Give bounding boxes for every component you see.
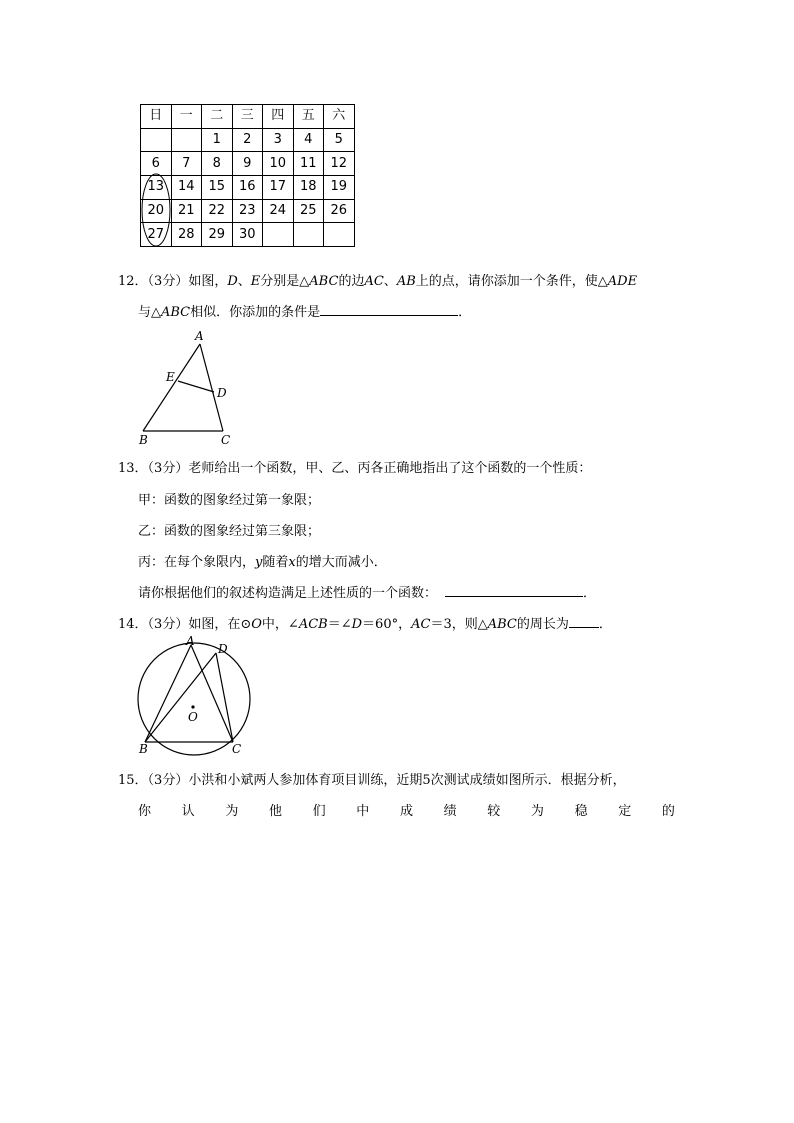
q13-ask	[138, 582, 596, 601]
q14-var: O	[251, 617, 262, 632]
q13-text: 老师给出一个函数，甲、乙、丙各正确地指出了这个函数的一个性质：	[188, 461, 592, 476]
q12-number: 12．	[118, 274, 148, 289]
calendar-cell	[141, 128, 172, 152]
q12-segment-ed	[178, 381, 214, 392]
q15-char: 绩	[443, 804, 457, 819]
q15-char: 们	[312, 804, 326, 819]
q14-circle	[138, 643, 250, 755]
calendar-cell: 10	[263, 152, 294, 176]
calendar-cell: 30	[232, 223, 263, 247]
q12-score: （3分）	[147, 274, 189, 289]
q12-label-b: B	[139, 433, 148, 447]
q15-char: 为	[530, 804, 544, 819]
q12-text: 的边	[338, 274, 365, 289]
calendar-cell: 29	[202, 223, 233, 247]
q12-text: 上的点，请你添加一个条件，使△	[415, 274, 608, 289]
q13-text: 的增大而减小．	[295, 555, 387, 570]
q12-text: ．	[458, 305, 472, 320]
q15-char: 他	[268, 804, 282, 819]
calendar-header-cell: 六	[324, 105, 355, 129]
calendar-cell: 6	[141, 152, 172, 176]
q14-label-o: O	[188, 710, 198, 724]
calendar-cell: 20	[141, 199, 172, 223]
q13-var: x	[288, 555, 296, 570]
calendar-cell	[171, 128, 202, 152]
q14-circle-figure	[130, 632, 260, 760]
calendar-header-cell: 五	[293, 105, 324, 129]
q15-char: 认	[181, 804, 195, 819]
calendar-circle-highlight	[138, 172, 178, 248]
q15-score: （3分）	[147, 773, 189, 788]
calendar-cell: 24	[263, 199, 294, 223]
calendar-cell	[293, 223, 324, 247]
q12-var: D	[227, 274, 238, 289]
q13-text: 丙：在每个象限内，	[138, 555, 256, 570]
q12-label-a: A	[195, 329, 204, 343]
calendar-header-row	[141, 105, 355, 129]
q15-char: 较	[487, 804, 501, 819]
calendar-header-cell: 四	[263, 105, 294, 129]
q13-text: 随着	[262, 555, 289, 570]
q15-char: 稳	[574, 804, 588, 819]
q15-text: 小洪和小斌两人参加体育项目训练，近期5次测试成绩如图所示．根据分析，	[188, 773, 626, 788]
q14-text: ＝∠	[327, 617, 352, 632]
q15-char: 的	[661, 804, 675, 819]
q12-text: 与△	[138, 305, 161, 320]
q14-var: D	[351, 617, 363, 632]
q12-segment-ab	[143, 344, 200, 431]
calendar-cell	[324, 223, 355, 247]
q14-score: （3分）	[147, 617, 189, 632]
calendar-header-cell: 二	[202, 105, 233, 129]
calendar-cell: 2	[232, 128, 263, 152]
q14-text: 的周长为	[516, 617, 569, 632]
q12-text: 、	[237, 274, 251, 289]
q15-char: 定	[618, 804, 632, 819]
q14-segment-ac	[191, 645, 233, 742]
q13-bing	[138, 551, 387, 570]
q12-text: 分别是△	[260, 274, 310, 289]
q15-char: 中	[356, 804, 370, 819]
q13-score: （3分）	[147, 461, 189, 476]
q14-line1	[118, 613, 612, 632]
q12-triangle-figure	[130, 326, 240, 448]
q12-text: 、	[383, 274, 397, 289]
q13-answer-blank[interactable]	[445, 584, 583, 597]
calendar-header-cell: 三	[232, 105, 263, 129]
q14-label-b: B	[139, 742, 148, 756]
q12-text: 相似．你添加的条件是	[190, 305, 321, 320]
q15-char: 为	[225, 804, 239, 819]
calendar-cell: 28	[171, 223, 202, 247]
calendar-cell: 21	[171, 199, 202, 223]
q14-number: 14．	[118, 617, 148, 632]
q13-var: y	[255, 555, 263, 570]
q14-label-c: C	[232, 742, 242, 756]
q13-jia: 甲：函数的图象经过第一象限；	[138, 493, 321, 508]
q15-line1	[118, 769, 626, 788]
q12-answer-blank[interactable]	[320, 303, 458, 316]
q14-center-dot	[191, 705, 194, 708]
q14-var: ACB	[298, 617, 328, 632]
calendar-cell: 26	[324, 199, 355, 223]
calendar-cell	[263, 223, 294, 247]
calendar-cell: 27	[141, 223, 172, 247]
q14-text: ＝60°，	[362, 617, 412, 632]
q14-answer-blank[interactable]	[569, 615, 599, 628]
q12-text: 如图，	[188, 274, 228, 289]
q14-text: ＝3，则△	[430, 617, 488, 632]
q15-char: 成	[399, 804, 413, 819]
q12-label-c: C	[221, 433, 231, 447]
calendar-cell: 1	[202, 128, 233, 152]
q15-number: 15．	[118, 773, 148, 788]
calendar-cell: 3	[263, 128, 294, 152]
calendar-cell: 14	[171, 176, 202, 200]
calendar-cell: 15	[202, 176, 233, 200]
q15-line2	[138, 800, 675, 819]
q12-var: AC	[364, 274, 384, 289]
q14-text: 如图，在⊙	[188, 617, 252, 632]
q13-line1	[118, 457, 591, 476]
q12-label-e: E	[166, 370, 175, 384]
calendar-cell: 7	[171, 152, 202, 176]
calendar-cell: 5	[324, 128, 355, 152]
calendar-cell: 16	[232, 176, 263, 200]
q13-yi: 乙：函数的图象经过第三象限；	[138, 524, 321, 539]
q13-text: 请你根据他们的叙述构造满足上述性质的一个函数：	[138, 586, 438, 601]
calendar-cell: 4	[293, 128, 324, 152]
q12-line1	[118, 270, 637, 289]
q14-var: ABC	[487, 617, 517, 632]
calendar-cell: 8	[202, 152, 233, 176]
q12-var: ABC	[309, 274, 339, 289]
q12-line2	[138, 301, 471, 320]
calendar-header-cell: 日	[141, 105, 172, 129]
calendar-row	[141, 128, 355, 152]
calendar-header-cell: 一	[171, 105, 202, 129]
q13-number: 13．	[118, 461, 148, 476]
q14-segment-dc	[216, 653, 233, 742]
calendar-cell: 12	[324, 152, 355, 176]
q12-var: AB	[396, 274, 416, 289]
calendar-cell: 23	[232, 199, 263, 223]
calendar-cell: 17	[263, 176, 294, 200]
q12-var: E	[250, 274, 261, 289]
q12-var: ABC	[161, 305, 191, 320]
q14-text: ．	[598, 617, 612, 632]
q14-label-d: D	[218, 642, 228, 656]
q14-label-a: A	[186, 634, 195, 648]
q12-var: ADE	[607, 274, 638, 289]
calendar-cell: 22	[202, 199, 233, 223]
calendar-cell: 13	[141, 176, 172, 200]
q14-text: 中，∠	[261, 617, 299, 632]
calendar-cell: 9	[232, 152, 263, 176]
q15-char: 你	[138, 804, 152, 819]
q12-label-d: D	[217, 386, 227, 400]
q14-var: AC	[411, 617, 431, 632]
calendar-cell: 11	[293, 152, 324, 176]
q13-text: ．	[583, 586, 597, 601]
calendar-cell: 19	[324, 176, 355, 200]
calendar-cell: 25	[293, 199, 324, 223]
calendar-cell: 18	[293, 176, 324, 200]
